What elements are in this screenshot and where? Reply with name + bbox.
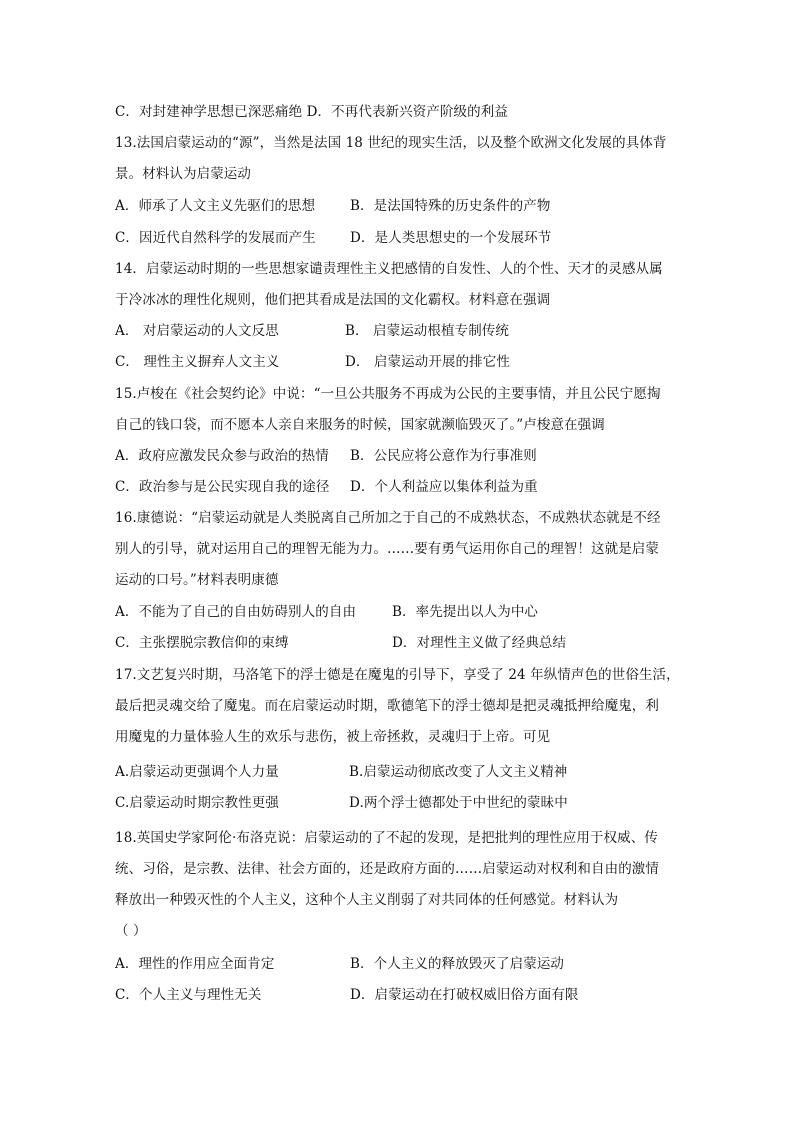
q18-option-c: C．个人主义与理性无关 xyxy=(115,987,262,1003)
q18-answer-blank: （ ） xyxy=(115,923,147,939)
q16-option-a: A．不能为了自己的自由妨碍别人的自由 xyxy=(115,604,357,620)
q12-option-cd: C．对封建神学思想已深恶痛绝 D．不再代表新兴资产阶级的利益 xyxy=(115,104,508,120)
q14-option-b: B． 启蒙运动根植专制传统 xyxy=(345,323,510,339)
q17-stem-line-1: 17.文艺复兴时期，马洛笔下的浮士德是在魔鬼的引导下，享受了 24 年纵情声色的世俗生活， xyxy=(115,667,680,683)
q17-stem-line-2: 最后把灵魂交给了魔鬼。而在启蒙运动时期，歌德笔下的浮士德却是把灵魂抵押给魔鬼，利 xyxy=(115,698,659,714)
q18-stem-line-1: 18.英国史学家阿伦·布洛克说：启蒙运动的了不起的发现，是把批判的理性应用于权威、传 xyxy=(115,830,658,846)
q18-option-a: A．理性的作用应全面肯定 xyxy=(115,956,275,972)
q15-option-b: B．公民应将公意作为行事准则 xyxy=(350,448,537,464)
q16-stem-line-3: 运动的口号。”材料表明康德 xyxy=(115,572,279,588)
q14-option-a: A． 对启蒙运动的人文反思 xyxy=(115,323,279,339)
q16-option-d: D．对理性主义做了经典总结 xyxy=(392,635,567,651)
q13-option-a: A．师承了人文主义先驱们的思想 xyxy=(115,198,316,214)
q14-stem-line-1: 14．启蒙运动时期的一些思想家谴责理性主义把感情的自发性、人的个性、天才的灵感从属 xyxy=(115,261,663,277)
q16-stem-line-2: 别人的引导，就对运用自己的理智无能为力。……要有勇气运用你自己的理智！这就是启蒙 xyxy=(115,541,659,557)
q13-stem-line-2: 景。材料认为启蒙运动 xyxy=(115,166,251,182)
q17-option-c: C.启蒙运动时期宗教性更强 xyxy=(115,795,279,811)
q16-option-b: B．率先提出以人为中心 xyxy=(392,604,539,620)
q17-option-a: A.启蒙运动更强调个人力量 xyxy=(115,764,279,780)
q18-stem-line-3: 释放出一种毁灭性的个人主义，这种个人主义削弱了对共同体的任何感觉。材料认为 xyxy=(115,892,619,908)
q13-option-c: C．因近代自然科学的发展而产生 xyxy=(115,230,316,246)
q17-stem-line-3: 用魔鬼的力量体验人生的欢乐与悲伤，被上帝拯救，灵魂归于上帝。可见 xyxy=(115,729,551,745)
q15-option-a: A．政府应激发民众参与政治的热情 xyxy=(115,448,329,464)
q15-stem-line-1: 15.卢梭在《社会契约论》中说：“一旦公共服务不再成为公民的主要事情，并且公民宁愿掏 xyxy=(115,386,661,402)
q13-option-b: B．是法国特殊的历史条件的产物 xyxy=(350,198,551,214)
q14-option-d: D． 启蒙运动开展的排它性 xyxy=(345,354,510,370)
q15-option-c: C．政治参与是公民实现自我的途径 xyxy=(115,479,330,495)
q15-option-d: D．个人利益应以集体利益为重 xyxy=(350,479,538,495)
q13-stem-line-1: 13.法国启蒙运动的“源”，当然是法国 18 世纪的现实生活，以及整个欧洲文化发展的具体背 xyxy=(115,135,667,151)
q14-option-c: C． 理性主义摒弃人文主义 xyxy=(115,354,280,370)
q17-option-b: B.启蒙运动彻底改变了人文主义精神 xyxy=(349,764,568,780)
q18-stem-line-2: 统、习俗，是宗教、法律、社会方面的，还是政府方面的……启蒙运动对权利和自由的激情 xyxy=(115,861,659,877)
q16-stem-line-1: 16.康德说：“启蒙运动就是人类脱离自己所加之于自己的不成熟状态，不成熟状态就是不经 xyxy=(115,510,661,526)
q18-option-b: B．个人主义的释放毁灭了启蒙运动 xyxy=(350,956,565,972)
q14-stem-line-2: 于冷冰冰的理性化规则，他们把其看成是法国的文化霸权。材料意在强调 xyxy=(115,292,551,308)
q17-option-d: D.两个浮士德都处于中世纪的蒙昧中 xyxy=(349,795,568,811)
q16-option-c: C．主张摆脱宗教信仰的束缚 xyxy=(115,635,289,651)
q18-option-d: D．启蒙运动在打破权威旧俗方面有限 xyxy=(350,987,579,1003)
q13-option-d: D．是人类思想史的一个发展环节 xyxy=(350,230,552,246)
q15-stem-line-2: 自己的钱口袋，而不愿本人亲自来服务的时候，国家就濒临毁灭了。”卢梭意在强调 xyxy=(115,417,605,433)
